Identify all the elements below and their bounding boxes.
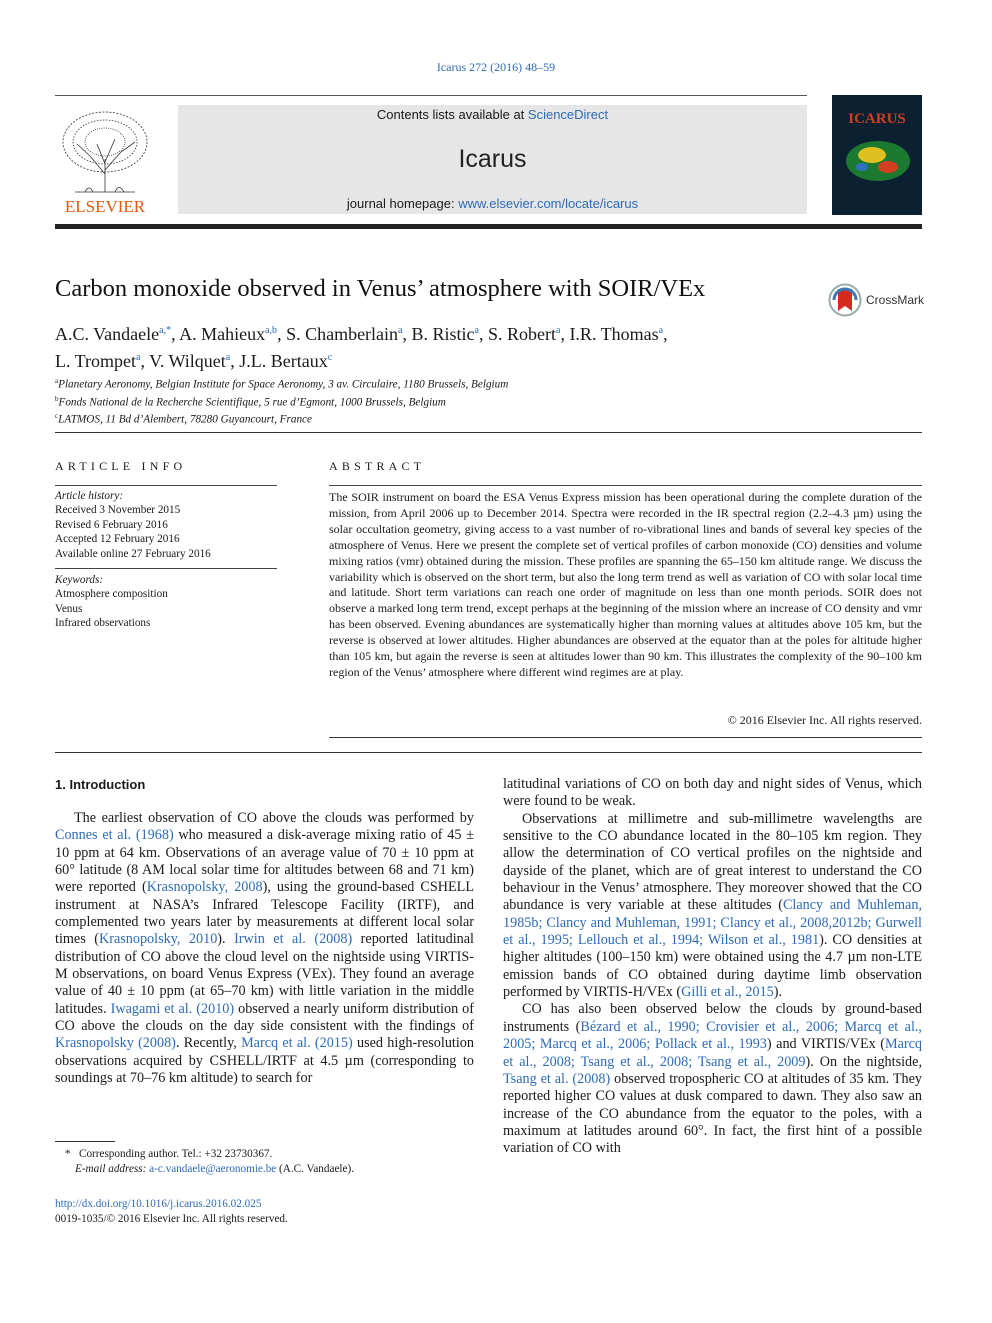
author-separator: ,	[560, 324, 570, 344]
abstract-bottom-rule	[329, 737, 922, 738]
doi-block	[55, 1197, 288, 1227]
author-line-2	[55, 346, 815, 373]
paragraph-text: ). CO densities at higher altitudes (100–150 km) were obtained using the 4.7 µm non-LTE emission bands of CO obtained during daytime limb observation performed by VIRTIS-H/VEx (	[503, 932, 922, 1001]
citation-link[interactable]: Krasnopolsky, 2010	[98, 931, 218, 948]
author-separator: ,	[663, 324, 668, 344]
cover-title: ICARUS	[848, 111, 906, 127]
keyword-item: Infrared observations	[55, 617, 151, 630]
citation-link[interactable]: Clancy and Muhleman, 1985b; Clancy and Muhleman, 1991; Clancy et al., 2008,2012b; Gurwell et al., 1995; Lellouch et al., 1994; Wilson et al., 1981	[503, 897, 922, 949]
author-name: S. Chamberlain	[286, 324, 399, 344]
history-label: Article history:	[55, 490, 124, 502]
paragraph-text: used high-resolution observations acquired by CSHELL/IRTF at 4.5 µm (corresponding to soundings at 70–76 km altitude) to search for	[55, 1035, 474, 1087]
paragraph-text: The earliest observation of CO above the clouds was performed by	[74, 810, 474, 826]
paragraph-text: ) and VIRTIS/VEx (	[766, 1036, 885, 1053]
body-paragraph	[503, 1001, 922, 1157]
contents-line	[178, 107, 807, 122]
header-thick-rule	[55, 224, 922, 229]
author-affiliation-marker[interactable]: a	[225, 352, 231, 363]
paragraph-text: observed a nearly uniform distribution of CO above the clouds on the day side consistent with the findings of	[55, 1000, 474, 1035]
author-email-link[interactable]: a-c.vandaele@aeronomie.be	[149, 1163, 277, 1175]
history-revised: Revised 6 February 2016	[55, 518, 168, 531]
article-info-heading: ARTICLE INFO	[55, 459, 187, 473]
abstract-text: The SOIR instrument on board the ESA Venus Express mission has been operational during the complete duration of the mission, from April 2006 up to December 2014. Spectra were recorded in the IR spectral region (2.2–4.3 µm) using the solar occultation geometry, giving access to a vast number of ro-vibrational lines and bands of several key species of the atmosphere of Venus. Here we present the complete set of vertical profiles of carbon monoxide (CO) densities and volume mixing ratios (vmr) obtained during the mission. These profiles are spanning the 65–150 km altitude range. We discuss the variability which is observed on the short term, but also the long term trend as well as variation of CO with solar local time and latitude. Short term variations can reach one order of magnitude on less than one month periods. SOIR does not observe a marked long term trend, except perhaps at the beginning of the mission where an increase of CO density and vmr has been observed. Evening abundances are systematically higher than morning values at altitudes above 105 km, but the reverse is observed at lower altitudes. Higher abundances are observed at the equator than at the poles for altitude higher than 105 km, but again the reverse is seen at altitudes lower than 90 km. This illustrates the complexity of the 90–100 km region of the Venus’ atmosphere where different wind regimes are at play.	[329, 490, 922, 679]
paragraph-text: reported latitudinal distribution of CO above the cloud level on the nightside using VIRTIS-M observations, on board Venus Express (VEx). They found an average value of 40 ± 10 ppm (at 65–70 km) with little variation in the middle latitudes.	[55, 931, 474, 1017]
footnote-line-1	[55, 1147, 354, 1162]
journal-citation[interactable]: Icarus 272 (2016) 48–59	[436, 60, 556, 74]
citation-link[interactable]: Krasnopolsky, 2008	[146, 879, 263, 896]
author-affiliation-marker[interactable]: a,b	[265, 325, 278, 336]
author-separator: ,	[140, 351, 150, 371]
affiliation-marker: b	[55, 394, 59, 403]
author-list	[55, 319, 815, 373]
citation-link[interactable]: Tsang et al. (2008)	[503, 1070, 611, 1087]
citation-link[interactable]: Krasnopolsky (2008)	[55, 1035, 176, 1052]
footnote-rule	[55, 1141, 115, 1142]
crossmark-icon	[828, 283, 862, 317]
affiliation-item	[55, 392, 508, 410]
citation-link[interactable]: Gilli et al., 2015	[681, 984, 774, 1001]
citation-link[interactable]: Iwagami et al. (2010)	[110, 1000, 235, 1017]
author-name: L. Trompet	[55, 351, 137, 371]
affiliation-item	[55, 374, 508, 392]
abstract-copyright: © 2016 Elsevier Inc. All rights reserved.	[727, 713, 922, 727]
author-line-1	[55, 319, 815, 346]
author-name: A. Mahieux	[179, 324, 266, 344]
footnote-corresponding: Corresponding author. Tel.: +32 23730367.	[78, 1148, 273, 1160]
body-right-column	[503, 776, 922, 1158]
author-affiliation-marker[interactable]: a	[474, 325, 479, 336]
author-affiliation-marker[interactable]: a	[398, 325, 403, 336]
cover-map-icon	[832, 95, 922, 215]
article-info-rule	[55, 485, 277, 486]
author-affiliation-marker[interactable]: a	[555, 325, 561, 336]
journal-name: Icarus	[458, 145, 527, 173]
affiliations	[55, 374, 508, 427]
email-suffix: (A.C. Vandaele).	[276, 1163, 355, 1175]
journal-homepage-link[interactable]: www.elsevier.com/locate/icarus	[458, 196, 639, 211]
corresponding-author-footnote	[55, 1147, 354, 1177]
keywords	[55, 573, 168, 631]
author-affiliation-marker[interactable]: a	[136, 352, 141, 363]
sciencedirect-link[interactable]: ScienceDirect	[527, 107, 609, 122]
author-name: V. Wilquet	[149, 351, 226, 371]
elsevier-logo	[55, 104, 155, 216]
author-separator: ,	[277, 324, 287, 344]
author-separator: ,	[230, 351, 240, 371]
author-affiliation-marker[interactable]: a	[658, 325, 664, 336]
citation-link[interactable]: Irwin et al. (2008)	[234, 931, 353, 948]
paragraph-text: ).	[217, 931, 235, 948]
issn-line: 0019-1035/© 2016 Elsevier Inc. All rights reserved.	[55, 1213, 288, 1225]
paragraph-text: ).	[773, 984, 783, 1001]
paragraph-text: ), using the ground-based CSHELL instrument at NASA’s Infrared Telescope Facility (IRTF), and complemented two years later by measurements at different local solar times (	[55, 879, 474, 948]
author-name: A.C. Vandaele	[55, 324, 160, 344]
contents-prefix: Contents lists available at	[376, 107, 528, 122]
article-history	[55, 489, 211, 561]
author-separator: ,	[171, 324, 180, 344]
body-paragraph	[55, 810, 474, 1088]
author-affiliation-marker[interactable]: a,*	[159, 325, 172, 336]
body-paragraph	[503, 811, 922, 1002]
history-received: Received 3 November 2015	[55, 504, 181, 517]
affiliation-text: Planetary Aeronomy, Belgian Institute for Space Aeronomy, 3 av. Circulaire, 1180 Brussels, Belgium	[58, 378, 509, 391]
paragraph-text: CO has also been observed below the clouds by ground-based instruments (	[503, 1001, 922, 1035]
front-matter-rule	[55, 752, 922, 753]
body-paragraph	[503, 776, 922, 811]
keywords-rule	[55, 568, 277, 569]
body-left-column	[55, 810, 474, 1088]
crossmark-label: CrossMark	[866, 293, 925, 307]
journal-banner	[178, 105, 807, 214]
citation-link[interactable]: Marcq et al. (2015)	[241, 1035, 353, 1052]
author-name: J.L. Bertaux	[239, 351, 328, 371]
homepage-prefix: journal homepage:	[346, 196, 459, 211]
paragraph-text: observed tropospheric CO at altitudes of 35 km. They reported higher CO values at dusk compared to dawn. They also saw an increase of the CO abundance from the equator to the poles, with a maximum at latitudes around 60°. In fact, the first hint of a possible variation of CO with	[503, 1070, 922, 1157]
journal-cover[interactable]	[832, 95, 922, 215]
homepage-line	[178, 196, 807, 211]
elsevier-wordmark: ELSEVIER	[64, 197, 146, 216]
paragraph-text: . Recently,	[175, 1035, 242, 1052]
author-name: I.R. Thomas	[569, 324, 659, 344]
affiliation-marker: c	[55, 412, 59, 421]
affiliation-item	[55, 409, 508, 427]
paragraph-text: who measured a disk-average mixing ratio of 45 ± 10 ppm at 64 km. Observations of an average value of 70 ± 10 ppm at 60° latitude (8 AM local solar time for altitudes between 68 and 71 km) were reported (	[55, 827, 474, 896]
author-separator: ,	[402, 324, 412, 344]
elsevier-tree-icon	[55, 104, 155, 216]
keywords-label: Keywords:	[55, 574, 104, 586]
header-rule	[55, 95, 807, 96]
paragraph-text: latitudinal variations of CO on both day and night sides of Venus, which were found to be weak.	[503, 776, 922, 810]
footnote-line-2	[55, 1162, 354, 1177]
section-heading-introduction: 1. Introduction	[55, 777, 146, 792]
affiliation-text: Fonds National de la Recherche Scientifique, 5 rue d’Egmont, 1000 Brussels, Belgium	[58, 396, 446, 409]
history-online: Available online 27 February 2016	[55, 547, 211, 560]
abstract-rule	[329, 485, 922, 486]
paragraph-text: Observations at millimetre and sub-millimetre wavelengths are sensitive to the CO abundance located in the 80–105 km region. They allow the determination of CO vertical profiles on the nightside and dayside of the planet, which are of great interest to understand the CO behaviour in the Venus’ atmosphere. They moreover showed that the CO abundance is very variable at these altitudes (	[503, 810, 922, 914]
paragraph-text: ). On the nightside,	[805, 1053, 922, 1070]
history-accepted: Accepted 12 February 2016	[55, 533, 180, 546]
title-rule	[55, 432, 922, 433]
author-name: B. Ristic	[411, 324, 475, 344]
doi-link[interactable]: http://dx.doi.org/10.1016/j.icarus.2016.02.025	[55, 1198, 262, 1210]
email-label: E-mail address:	[75, 1163, 150, 1175]
affiliation-text: LATMOS, 11 Bd d’Alembert, 78280 Guyancourt, France	[58, 414, 312, 427]
author-separator: ,	[478, 324, 488, 344]
crossmark-badge[interactable]	[828, 283, 928, 317]
article-title: Carbon monoxide observed in Venus’ atmosphere with SOIR/VEx	[55, 275, 706, 302]
citation-link[interactable]: Connes et al. (1968)	[55, 827, 174, 844]
author-name: S. Robert	[487, 324, 556, 344]
citation-link[interactable]: Bézard et al., 1990; Crovisier et al., 2006; Marcq et al., 2005; Marcq et al., 2006; Pollack et al., 1993	[503, 1018, 922, 1053]
citation-link[interactable]: Marcq et al., 2008; Tsang et al., 2008; Tsang et al., 2009	[503, 1036, 922, 1070]
keyword-item: Atmosphere composition	[55, 588, 168, 601]
footnote-marker: *	[65, 1148, 71, 1160]
affiliation-marker: a	[55, 377, 59, 385]
abstract-heading: ABSTRACT	[329, 459, 426, 473]
author-affiliation-marker[interactable]: c	[327, 352, 333, 363]
keyword-item: Venus	[55, 602, 83, 615]
